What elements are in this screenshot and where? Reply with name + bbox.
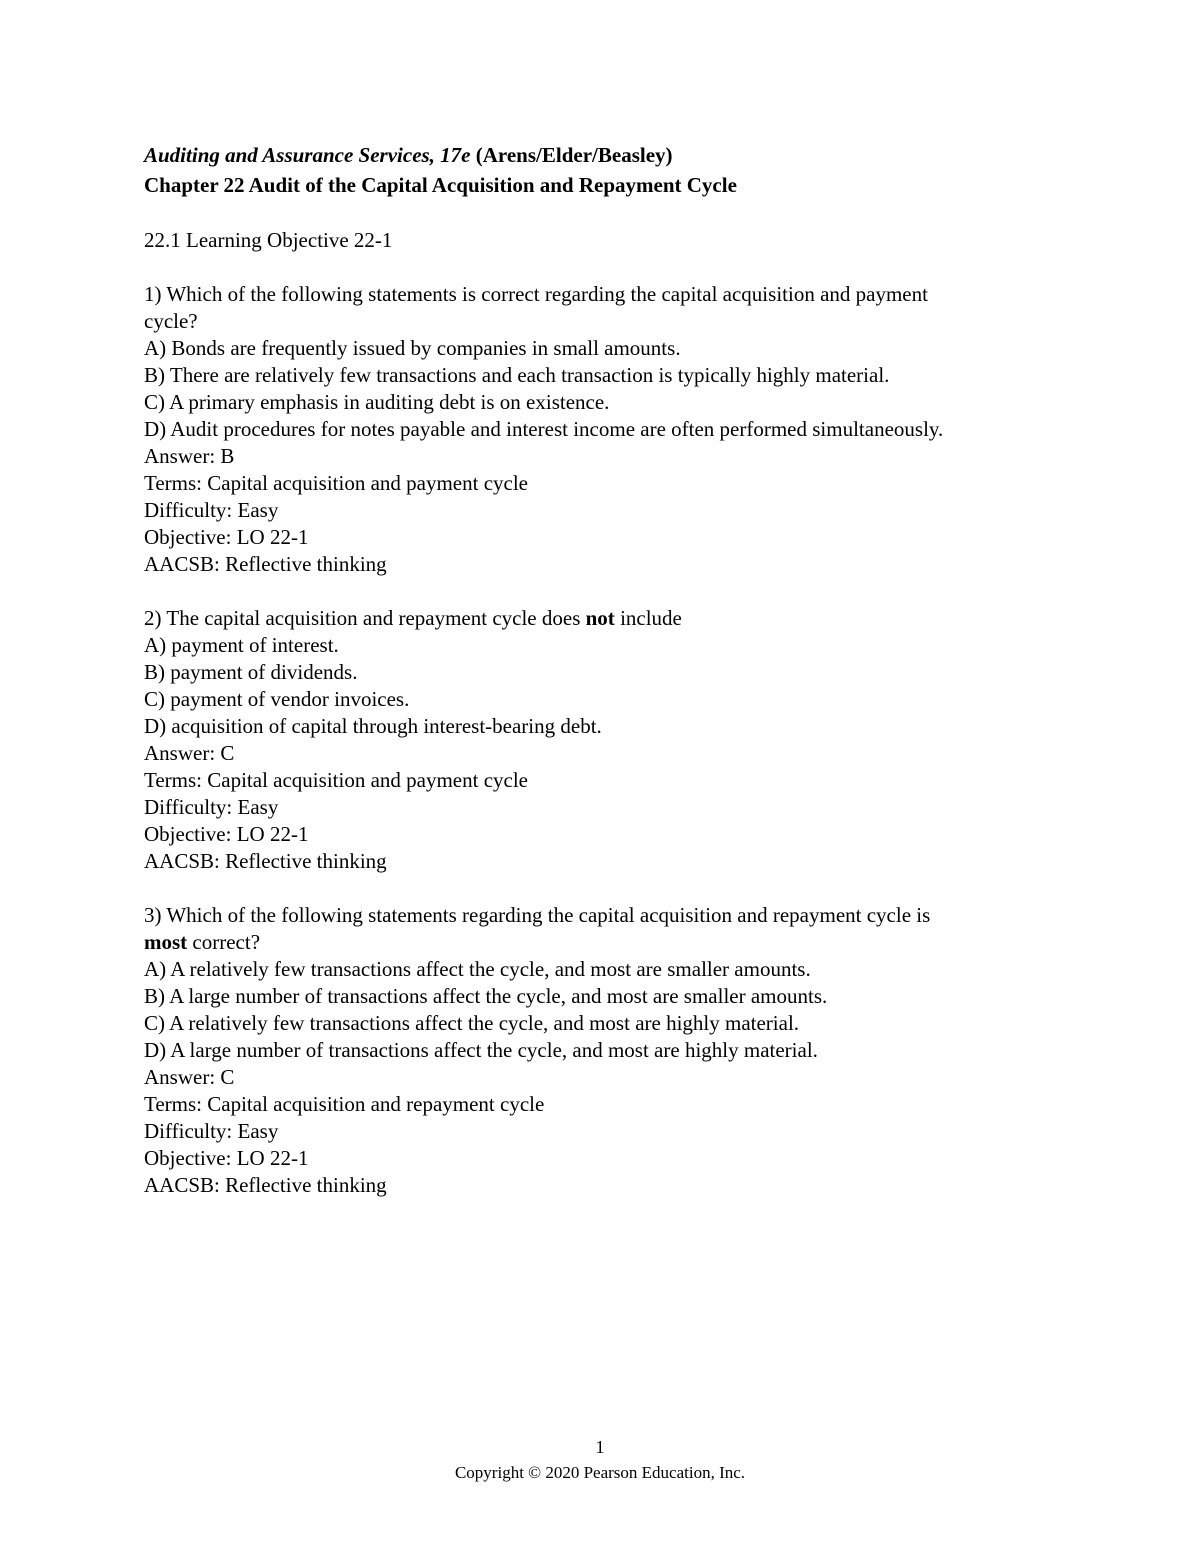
- option-a: A) A relatively few transactions affect the cycle, and most are smaller amounts.: [144, 957, 811, 981]
- spacer: [144, 200, 1064, 227]
- spacer: [144, 875, 1064, 902]
- chapter-title: Chapter 22 Audit of the Capital Acquisition and Repayment Cycle: [144, 173, 737, 197]
- answer: Answer: C: [144, 741, 235, 765]
- difficulty: Difficulty: Easy: [144, 498, 279, 522]
- option-b: B) A large number of transactions affect the cycle, and most are smaller amounts.: [144, 984, 828, 1008]
- option-a: A) Bonds are frequently issued by companies in small amounts.: [144, 336, 681, 360]
- book-title: Auditing and Assurance Services, 17e: [144, 143, 471, 167]
- aacsb: AACSB: Reflective thinking: [144, 849, 387, 873]
- objective: Objective: LO 22-1: [144, 525, 309, 549]
- option-c: C) A relatively few transactions affect the cycle, and most are highly material.: [144, 1011, 800, 1035]
- difficulty: Difficulty: Easy: [144, 795, 279, 819]
- aacsb: AACSB: Reflective thinking: [144, 552, 387, 576]
- book-title-line: [144, 140, 1064, 170]
- question-stem-continued: cycle?: [144, 309, 198, 333]
- option-d: D) acquisition of capital through interest-bearing debt.: [144, 714, 602, 738]
- option-c: C) payment of vendor invoices.: [144, 687, 410, 711]
- answer: Answer: C: [144, 1065, 235, 1089]
- terms: Terms: Capital acquisition and payment cycle: [144, 768, 528, 792]
- question-stem: [144, 605, 1064, 632]
- answer: Answer: B: [144, 444, 235, 468]
- question-stem-emphasis: most: [144, 930, 188, 954]
- terms: Terms: Capital acquisition and payment cycle: [144, 471, 528, 495]
- aacsb: AACSB: Reflective thinking: [144, 1173, 387, 1197]
- question-stem-pre: 2) The capital acquisition and repayment cycle does: [144, 606, 586, 630]
- option-b: B) There are relatively few transactions and each transaction is typically highly material.: [144, 363, 890, 387]
- spacer: [144, 254, 1064, 281]
- question-3: [144, 902, 1064, 1199]
- option-d: D) A large number of transactions affect the cycle, and most are highly material.: [144, 1038, 818, 1062]
- question-stem-continued: [144, 929, 1064, 956]
- question-stem-post: correct?: [187, 930, 261, 954]
- objective: Objective: LO 22-1: [144, 822, 309, 846]
- difficulty: Difficulty: Easy: [144, 1119, 279, 1143]
- option-c: C) A primary emphasis in auditing debt is on existence.: [144, 390, 610, 414]
- spacer: [144, 578, 1064, 605]
- book-authors: (Arens/Elder/Beasley): [470, 143, 673, 167]
- question-stem: 3) Which of the following statements regarding the capital acquisition and repayment cycle is: [144, 903, 931, 927]
- question-stem-emphasis: not: [585, 606, 615, 630]
- option-a: A) payment of interest.: [144, 633, 339, 657]
- copyright-notice: Copyright © 2020 Pearson Education, Inc.: [454, 1463, 746, 1482]
- option-d: D) Audit procedures for notes payable and interest income are often performed simultaneously.: [144, 417, 944, 441]
- objective: Objective: LO 22-1: [144, 1146, 309, 1170]
- page-content: [144, 140, 1064, 1199]
- question-stem-post: include: [614, 606, 682, 630]
- terms: Terms: Capital acquisition and repayment cycle: [144, 1092, 545, 1116]
- section-heading: 22.1 Learning Objective 22-1: [144, 228, 393, 252]
- question-1: [144, 281, 1064, 578]
- page-number: 1: [595, 1437, 605, 1457]
- question-stem: 1) Which of the following statements is correct regarding the capital acquisition and payment: [144, 282, 928, 306]
- question-2: [144, 605, 1064, 875]
- option-b: B) payment of dividends.: [144, 660, 358, 684]
